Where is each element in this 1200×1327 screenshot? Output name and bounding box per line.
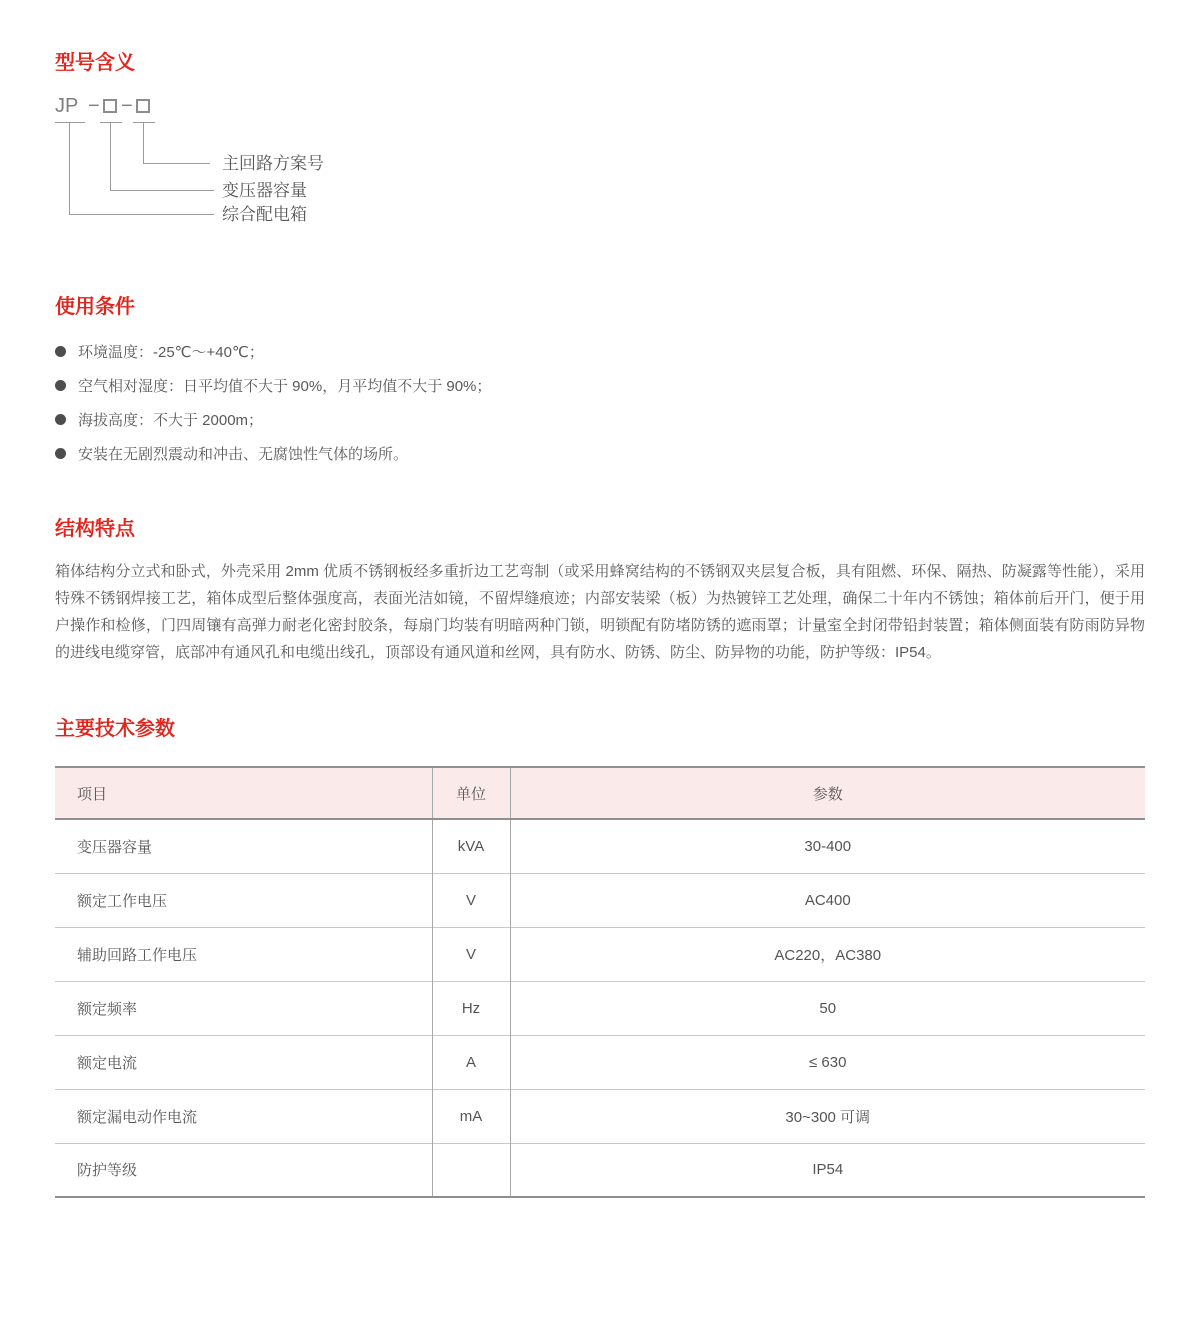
table-row xyxy=(55,819,1145,873)
diagram-label-distribution-box: 综合配电箱 xyxy=(222,205,307,224)
model-placeholder-box-icon xyxy=(103,99,117,113)
bullet-dot-icon xyxy=(55,346,66,357)
diagram-tick-line xyxy=(55,122,85,123)
cell-item: 辅助回路工作电压 xyxy=(55,927,432,981)
table-row xyxy=(55,1035,1145,1089)
diagram-connector-line xyxy=(69,122,70,214)
section-title-usage-conditions: 使用条件 xyxy=(55,296,135,318)
cell-item: 额定漏电动作电流 xyxy=(55,1089,432,1143)
cell-value: AC220，AC380 xyxy=(510,927,1145,981)
condition-text: 环境温度：-25℃～+40℃； xyxy=(78,343,264,361)
diagram-connector-line xyxy=(143,122,144,163)
table-row xyxy=(55,981,1145,1035)
catalog-page xyxy=(0,50,1200,1198)
diagram-connector-line xyxy=(69,214,214,215)
list-item xyxy=(55,334,1145,368)
section-title-model-meaning: 型号含义 xyxy=(55,52,135,74)
diagram-tick-line xyxy=(100,122,122,123)
cell-unit: V xyxy=(432,873,510,927)
column-header-unit: 单位 xyxy=(432,767,510,819)
cell-item: 额定电流 xyxy=(55,1035,432,1089)
section-title-structure-features: 结构特点 xyxy=(55,518,135,540)
column-header-item: 项目 xyxy=(55,767,432,819)
list-item xyxy=(55,402,1145,436)
cell-item: 变压器容量 xyxy=(77,838,153,856)
cell-value: AC400 xyxy=(510,873,1145,927)
cell-value: IP54 xyxy=(510,1143,1145,1197)
table-header-row xyxy=(55,767,1145,819)
list-item xyxy=(55,436,1145,470)
cell-value: 30-400 xyxy=(804,837,852,855)
bullet-dot-icon xyxy=(55,448,66,459)
table-row xyxy=(55,927,1145,981)
cell-unit: V xyxy=(432,927,510,981)
condition-text: 海拔高度：不大于 2000m； xyxy=(78,411,264,429)
diagram-connector-line xyxy=(143,163,210,164)
model-placeholder-box-icon xyxy=(136,99,150,113)
diagram-label-main-circuit-scheme: 主回路方案号 xyxy=(222,154,324,173)
cell-unit xyxy=(432,1143,510,1197)
model-code-diagram xyxy=(55,94,1145,234)
bullet-dot-icon xyxy=(55,380,66,391)
bullet-dot-icon xyxy=(55,414,66,425)
structure-features-paragraph: 箱体结构分立式和卧式，外壳采用 2mm 优质不锈钢板经多重折边工艺弯制（或采用蜂窝结构的不锈钢双夹层复合板，具有阻燃、环保、隔热、防凝露等性能），采用特殊不锈钢焊接工艺，箱体成型后整体强度高，表面光洁如镜，不留焊缝痕迹；内部安装梁（板）为热镀锌工艺处理，确保二十年内不锈蚀；箱体前后开门，便于用户操作和检修，门四周镶有高弹力耐老化密封胶条，每扇门均装有明暗两种门锁，明锁配有防堵防锈的遮雨罩；计量室全封闭带铅封装置；箱体侧面装有防雨防异物的进线电缆穿管，底部冲有通风孔和电缆出线孔，顶部设有通风道和丝网，具有防水、防锈、防尘、防异物的功能，防护等级：IP54。 xyxy=(55,563,1145,661)
cell-value: ≤ 630 xyxy=(510,1035,1145,1089)
usage-conditions-list xyxy=(55,334,1145,470)
list-item xyxy=(55,368,1145,402)
table-row xyxy=(55,1143,1145,1197)
condition-text: 空气相对湿度：日平均值不大于 90%，月平均值不大于 90%； xyxy=(78,377,492,395)
column-header-parameter: 参数 xyxy=(510,767,1145,819)
cell-item: 额定工作电压 xyxy=(55,873,432,927)
diagram-tick-line xyxy=(133,122,155,123)
diagram-label-transformer-capacity: 变压器容量 xyxy=(222,181,307,200)
table-row xyxy=(55,873,1145,927)
model-dash: − xyxy=(121,95,133,117)
cell-item: 额定频率 xyxy=(55,981,432,1035)
cell-value: 50 xyxy=(510,981,1145,1035)
technical-parameters-table xyxy=(55,766,1145,1198)
model-prefix: JP xyxy=(55,95,79,117)
diagram-connector-line xyxy=(110,190,214,191)
cell-unit: Hz xyxy=(432,981,510,1035)
condition-text: 安装在无剧烈震动和冲击、无腐蚀性气体的场所。 xyxy=(78,445,409,463)
cell-unit: kVA xyxy=(432,819,510,873)
cell-item: 防护等级 xyxy=(55,1143,432,1197)
cell-unit: mA xyxy=(432,1089,510,1143)
section-title-technical-parameters: 主要技术参数 xyxy=(55,718,175,740)
table-row xyxy=(55,1089,1145,1143)
cell-unit: A xyxy=(432,1035,510,1089)
model-dash: − xyxy=(88,95,100,117)
diagram-connector-line xyxy=(110,122,111,190)
cell-value: 30~300 可调 xyxy=(510,1089,1145,1143)
